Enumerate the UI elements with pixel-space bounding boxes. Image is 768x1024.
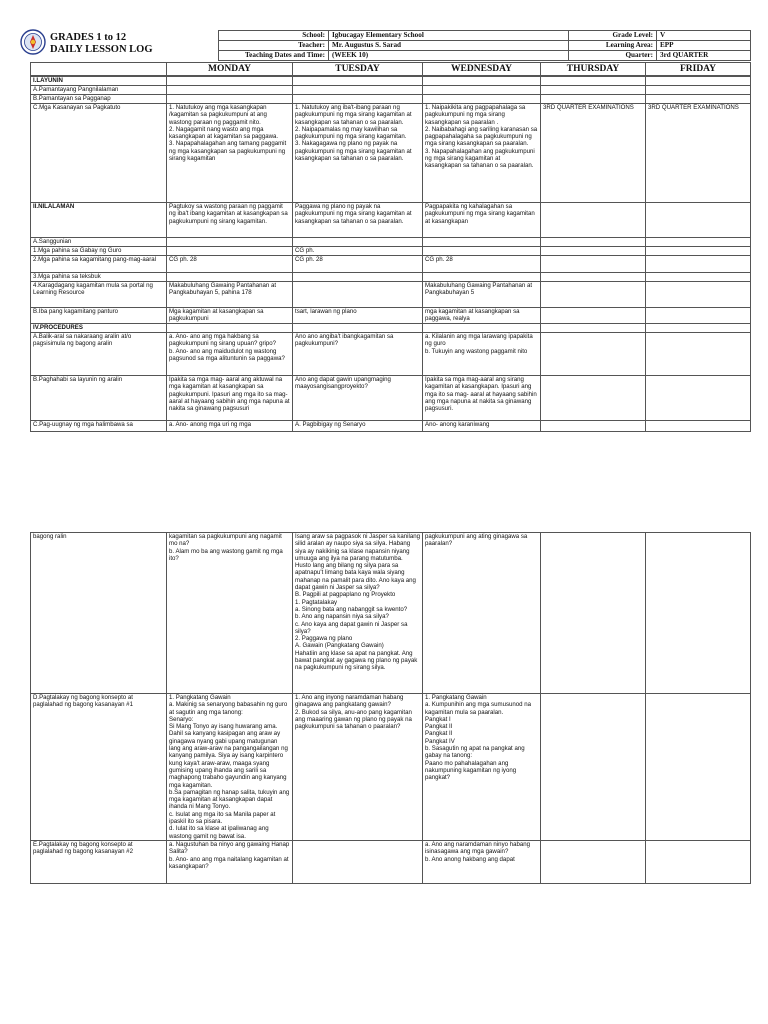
day-content-cell bbox=[423, 238, 541, 247]
lesson-log-page-1 bbox=[30, 28, 750, 432]
day-content-cell bbox=[646, 273, 751, 282]
row-label-cell: B.Iba pang kagamitang panturo bbox=[31, 308, 167, 324]
day-content-cell bbox=[541, 95, 646, 104]
dates-value: (WEEK 10) bbox=[329, 51, 569, 61]
day-content-cell bbox=[646, 421, 751, 432]
day-content-cell bbox=[541, 77, 646, 86]
day-content-cell: Makabuluhang Gawaing Pantahanan at Pangkabuhayan 5 bbox=[423, 282, 541, 308]
day-content-cell: a. Kilalanin ang mga larawang ipapakita ng guro b. Tukuyin ang wastong paggamit nito bbox=[423, 333, 541, 376]
table-row bbox=[31, 308, 751, 324]
day-content-cell bbox=[541, 273, 646, 282]
dates-label: Teaching Dates and Time: bbox=[219, 51, 329, 61]
day-content-cell bbox=[293, 840, 423, 883]
row-label-cell: C.Pag-uugnay ng mga halimbawa sa bbox=[31, 421, 167, 432]
day-content-cell bbox=[423, 86, 541, 95]
day-content-cell bbox=[541, 421, 646, 432]
day-content-cell: tsart, larawan ng plano bbox=[293, 308, 423, 324]
day-content-cell bbox=[646, 333, 751, 376]
table-row bbox=[31, 86, 751, 95]
day-content-cell: kagamitan sa pagkukumpuni ang nagamit mo na? b. Alam mo ba ang wastong gamit ng mga ito? bbox=[167, 533, 293, 694]
header-info-table bbox=[218, 30, 751, 61]
day-content-cell bbox=[646, 308, 751, 324]
day-content-cell bbox=[293, 282, 423, 308]
row-label-cell: D.Pagtalakay ng bagong konsepto at paglalahad ng bagong kasanayan #1 bbox=[31, 694, 167, 841]
row-label-cell: IV.PROCEDURES bbox=[31, 324, 167, 333]
day-content-cell: Pagpapakita ng kahalagahan sa pagkukumpuni ng mga sirang kagamitan at kasangkapan bbox=[423, 203, 541, 238]
day-content-cell: CG ph. 28 bbox=[293, 256, 423, 273]
table-row bbox=[31, 203, 751, 238]
table-row bbox=[31, 238, 751, 247]
day-header-thursday: THURSDAY bbox=[541, 63, 646, 76]
row-label-cell: 4.Karagdagang kagamitan mula sa portal ng Learning Resource bbox=[31, 282, 167, 308]
day-content-cell: Makabuluhang Gawaing Pantahanan at Pangkabuhayan 5, pahina 178 bbox=[167, 282, 293, 308]
document-header bbox=[30, 28, 750, 62]
day-content-cell bbox=[293, 95, 423, 104]
day-content-cell: A. Pagbibigay ng Senaryo bbox=[293, 421, 423, 432]
lesson-table-body-2 bbox=[31, 533, 751, 884]
table-row bbox=[31, 273, 751, 282]
day-header-table bbox=[30, 62, 751, 76]
day-content-cell: 3RD QUARTER EXAMINATIONS bbox=[541, 104, 646, 203]
day-content-cell: mga kagamitan at kasangkapan sa paggawa, realya bbox=[423, 308, 541, 324]
day-content-cell bbox=[167, 273, 293, 282]
day-header-friday: FRIDAY bbox=[646, 63, 751, 76]
day-header-wednesday: WEDNESDAY bbox=[423, 63, 541, 76]
day-content-cell bbox=[646, 95, 751, 104]
day-content-cell bbox=[167, 77, 293, 86]
day-content-cell bbox=[293, 86, 423, 95]
document-title bbox=[50, 32, 153, 56]
grade-label: Grade Level: bbox=[569, 31, 657, 41]
day-content-cell bbox=[646, 840, 751, 883]
lesson-log-page-2 bbox=[30, 532, 750, 884]
day-content-cell: Isang araw sa pagpasok ni Jasper sa kanilang silid aralan ay naupo siya sa silya. Habang siya ay nakikinig sa klase napansin niyang umuuga ang ilya na parang matutumba. Husto lang ang bilang ng silya para sa apatnapu't limang bata kaya wala siyang mahanap na pamalit para dito. Ano kaya ang dapat gawin ni Jasper sa silya? B. Pagpili at pagpaplano ng Proyekto 1. Pagtatalakay a. Sinong bata ang nabanggit sa kwento? b. Ano ang napansin niya sa silya? c. Ano kaya ang dapat gawin ni Jasper sa silya? 2. Paggawa ng plano A. Gawain (Pangkatang Gawain) Hahatiin ang klase sa apat na pangkat. Ang bawat pangkat ay gagawa ng plano ng payak na pagkukumpuni ng sirang silya. bbox=[293, 533, 423, 694]
day-content-cell bbox=[423, 324, 541, 333]
table-row bbox=[31, 282, 751, 308]
row-label-cell: A.Sanggunian bbox=[31, 238, 167, 247]
table-row bbox=[31, 421, 751, 432]
day-content-cell: 3RD QUARTER EXAMINATIONS bbox=[646, 104, 751, 203]
day-content-cell bbox=[167, 95, 293, 104]
day-content-cell bbox=[541, 376, 646, 421]
day-content-cell bbox=[646, 694, 751, 841]
day-content-cell bbox=[541, 203, 646, 238]
day-content-cell bbox=[541, 256, 646, 273]
table-row bbox=[31, 333, 751, 376]
day-content-cell: 1. Natutukoy ang iba't-ibang paraan ng pagkukumpuni ng mga sirang kagamitan at kasangkapan sa tahanan o sa paaralan. 2. Naipapamalas ng may kawilihan sa pagkukumpuni ng mga sirang kagamitan. 3. Nakagagawa ng plano ng payak na pagkukumpuni ng mga sirang kagamitan at kasangkapan sa tahanan o sa paaralan. bbox=[293, 104, 423, 203]
day-content-cell bbox=[293, 238, 423, 247]
row-label-cell: C.Mga Kasanayan sa Pagkatuto bbox=[31, 104, 167, 203]
title-line-1: GRADES 1 to 12 bbox=[50, 32, 127, 43]
row-label-cell: 3.Mga pahina sa teksbuk bbox=[31, 273, 167, 282]
table-row bbox=[31, 376, 751, 421]
day-content-cell: CG ph. 28 bbox=[167, 256, 293, 273]
day-content-cell bbox=[541, 86, 646, 95]
day-content-cell: 1. Naipakikita ang pagpapahalaga sa pagkukumpuni ng mga sirang kasangkapan sa paaralan . 2. Naibabahagi ang sariling karanasan sa pagpapahalagaha sa pagkukumpuni ng mga sirang kasangkapan sa paaralan. 3. Napapahalagahan ang pagkukumpuni ng mga sirang kagamitan at kasangkapan sa tahanan o sa paaralan. bbox=[423, 104, 541, 203]
day-content-cell bbox=[293, 273, 423, 282]
school-label: School: bbox=[219, 31, 329, 41]
grade-value: V bbox=[657, 31, 751, 41]
day-content-cell bbox=[646, 238, 751, 247]
day-content-cell: Ipakita sa mga mag- aaral ang aktuwal na mga kagamitan at kasangkapan sa pagkukumpuni. Ipasuri ang mga ito sa mag- aaral at hayaang sabihin ang mga napuna at nakita sa ginawang pagsusuri bbox=[167, 376, 293, 421]
teacher-value: Mr. Augustus S. Sarad bbox=[329, 41, 569, 51]
day-content-cell bbox=[541, 247, 646, 256]
day-content-cell bbox=[541, 840, 646, 883]
day-content-cell bbox=[646, 376, 751, 421]
row-label-cell: B.Pamantayan sa Pagganap bbox=[31, 95, 167, 104]
row-label-cell: II.NILALAMAN bbox=[31, 203, 167, 238]
quarter-label: Quarter: bbox=[569, 51, 657, 61]
day-content-cell: Paggawa ng plano ng payak na pagkukumpuni ng mga sirang kagamitan at kasangkapan sa tahanan o sa paaralan. bbox=[293, 203, 423, 238]
day-content-cell: a. Ano- anong mga uri ng mga bbox=[167, 421, 293, 432]
day-content-cell bbox=[423, 95, 541, 104]
row-label-cell: A.Balik-aral sa nakaraang aralin at/o pagsisimula ng bagong aralin bbox=[31, 333, 167, 376]
day-content-cell: 1. Pangkatang Gawain a. Kumpunihin ang mga sumusunod na kagamitan mula sa paaralan. Pangkat I Pangkat II Pangkat II Pangkat IV b. Sasagutin ng apat na pangkat ang gabay na tanong: Paano mo pahahalagahan ang nakumpuning kagamitan ng iyong pangkat? bbox=[423, 694, 541, 841]
day-content-cell bbox=[541, 308, 646, 324]
day-content-cell bbox=[646, 533, 751, 694]
row-label-cell: 2.Mga pahina sa kagamitang pang-mag-aaral bbox=[31, 256, 167, 273]
table-row bbox=[31, 247, 751, 256]
teacher-label: Teacher: bbox=[219, 41, 329, 51]
day-content-cell bbox=[167, 324, 293, 333]
day-content-cell bbox=[646, 256, 751, 273]
title-line-2: DAILY LESSON LOG bbox=[50, 44, 153, 55]
day-content-cell: 1. Pangkatang Gawain a. Makinig sa senaryong babasahin ng guro at sagutin ang mga tanong: Senaryo: Si Mang Tonyo ay isang huwarang ama. Dahil sa kanyang kasipagan ang araw ay ginagawa nyang gabi upang matugunan lang ang araw-araw na pangangailangan ng kanyang pamilya. Siya ay isang karpintero kung kaya't araw-araw, maaga syang gumising upang ihanda ang sarili sa maghapong trabaho gayundin ang kanyang mga kagamitan. b.Sa pamagitan ng hanap salita, tukuyin ang mga kagamitan at kasangkapan dapat ihanda ni Mang Tonyo. c. Isulat ang mga ito sa Manila paper at ipaskil ito sa pisara. d. Iulat ito sa klase at ipaliwanag ang wastong gamit ng bawat isa. bbox=[167, 694, 293, 841]
day-content-cell bbox=[646, 282, 751, 308]
day-content-cell: CG ph. 28 bbox=[423, 256, 541, 273]
day-content-cell: a. Ano ang naramdaman ninyo habang isinasagawa ang mga gawain? b. Ano anong hakbang ang dapat bbox=[423, 840, 541, 883]
day-content-cell bbox=[167, 247, 293, 256]
day-content-cell: a. Ano- ano ang mga hakbang sa pagkukumpuni ng sirang upuan? gripo? b. Ano- ano ang maidudulot ng wastong pagsunod sa mga alituntunin sa paggawa? bbox=[167, 333, 293, 376]
day-content-cell: 1. Ano ang inyong naramdaman habang ginagawa ang pangkatang gawain? 2. Bukod sa silya, anu-ano pang kagamitan ang maaaring gawan ng plano ng payak na pagkukumpuni sa tahanan o paaralan? bbox=[293, 694, 423, 841]
school-value: Igbucagay Elementary School bbox=[329, 31, 569, 41]
row-label-cell: E.Pagtalakay ng bagong konsepto at paglalahad ng bagong kasanayan #2 bbox=[31, 840, 167, 883]
day-content-cell: Ano- anong karaniwang bbox=[423, 421, 541, 432]
quarter-value: 3rd QUARTER bbox=[657, 51, 751, 61]
day-content-cell: Pagtukoy sa wastong paraan ng paggamit ng iba't ibang kagamitan at kasangkapan sa pagkukumpuni ng sirang kagamitan. bbox=[167, 203, 293, 238]
table-row bbox=[31, 694, 751, 841]
day-header-monday: MONDAY bbox=[167, 63, 293, 76]
lesson-table-page-1 bbox=[30, 76, 751, 432]
day-content-cell bbox=[541, 238, 646, 247]
area-label: Learning Area: bbox=[569, 41, 657, 51]
lesson-table-body-1 bbox=[31, 77, 751, 432]
table-row bbox=[31, 256, 751, 273]
row-label-cell: 1.Mga pahina sa Gabay ng Guro bbox=[31, 247, 167, 256]
day-content-cell bbox=[541, 324, 646, 333]
table-row bbox=[31, 324, 751, 333]
table-row bbox=[31, 104, 751, 203]
day-content-cell: Ano ang dapat gawin upangmaging maayosangisangproyekto? bbox=[293, 376, 423, 421]
day-header-blank bbox=[31, 63, 167, 76]
table-row bbox=[31, 95, 751, 104]
day-content-cell bbox=[541, 533, 646, 694]
day-content-cell: Ano ano angiba't ibangkagamitan sa pagkukumpuni? bbox=[293, 333, 423, 376]
day-content-cell bbox=[423, 247, 541, 256]
day-content-cell bbox=[423, 77, 541, 86]
day-content-cell bbox=[646, 324, 751, 333]
day-content-cell bbox=[167, 238, 293, 247]
day-content-cell bbox=[293, 324, 423, 333]
day-header-tuesday: TUESDAY bbox=[293, 63, 423, 76]
day-content-cell bbox=[167, 86, 293, 95]
day-content-cell bbox=[646, 86, 751, 95]
day-content-cell bbox=[541, 694, 646, 841]
lesson-table-page-2 bbox=[30, 532, 751, 884]
day-content-cell bbox=[293, 77, 423, 86]
row-label-cell: bagong ralin bbox=[31, 533, 167, 694]
day-content-cell: pagkukumpuni ang ating ginagawa sa paaralan? bbox=[423, 533, 541, 694]
day-content-cell: Ipakita sa mga mag-aaral ang sirang kagamitan at kasangkapan. Ipasuri ang mga ito sa mag- aaral at hayaang sabihin ang mga napuna at nakita sa ginawang pagsusuri. bbox=[423, 376, 541, 421]
day-content-cell bbox=[423, 273, 541, 282]
day-content-cell: a. Nagustuhan ba ninyo ang gawaing Hanap Salita? b. Ano- ano ang mga naitalang kagamitan at kasangkapan? bbox=[167, 840, 293, 883]
deped-seal-icon bbox=[20, 29, 46, 55]
day-content-cell: Mga kagamitan at kasangkapan sa pagkukumpuni bbox=[167, 308, 293, 324]
day-content-cell bbox=[646, 77, 751, 86]
day-content-cell bbox=[541, 333, 646, 376]
table-row bbox=[31, 840, 751, 883]
day-content-cell: 1. Natutukoy ang mga kasangkapan /kagamitan sa pagkukumpuni at ang wastong paraan ng paggamit nito. 2. Nagagamit nang wasto ang mga kasangkapan at kagamitan sa paggawa. 3. Napapahalagahan ang tamang paggamit ng mga kasangkapan sa pagkukumpuni ng sirang kagamitan bbox=[167, 104, 293, 203]
day-content-cell bbox=[646, 247, 751, 256]
row-label-cell: I.LAYUNIN bbox=[31, 77, 167, 86]
day-content-cell bbox=[541, 282, 646, 308]
row-label-cell: A.Pamantayang Pangnilalaman bbox=[31, 86, 167, 95]
day-content-cell bbox=[646, 203, 751, 238]
table-row bbox=[31, 533, 751, 694]
table-row bbox=[31, 77, 751, 86]
day-content-cell: CG ph. bbox=[293, 247, 423, 256]
area-value: EPP bbox=[657, 41, 751, 51]
row-label-cell: B.Paghahabi sa layunin ng aralin bbox=[31, 376, 167, 421]
